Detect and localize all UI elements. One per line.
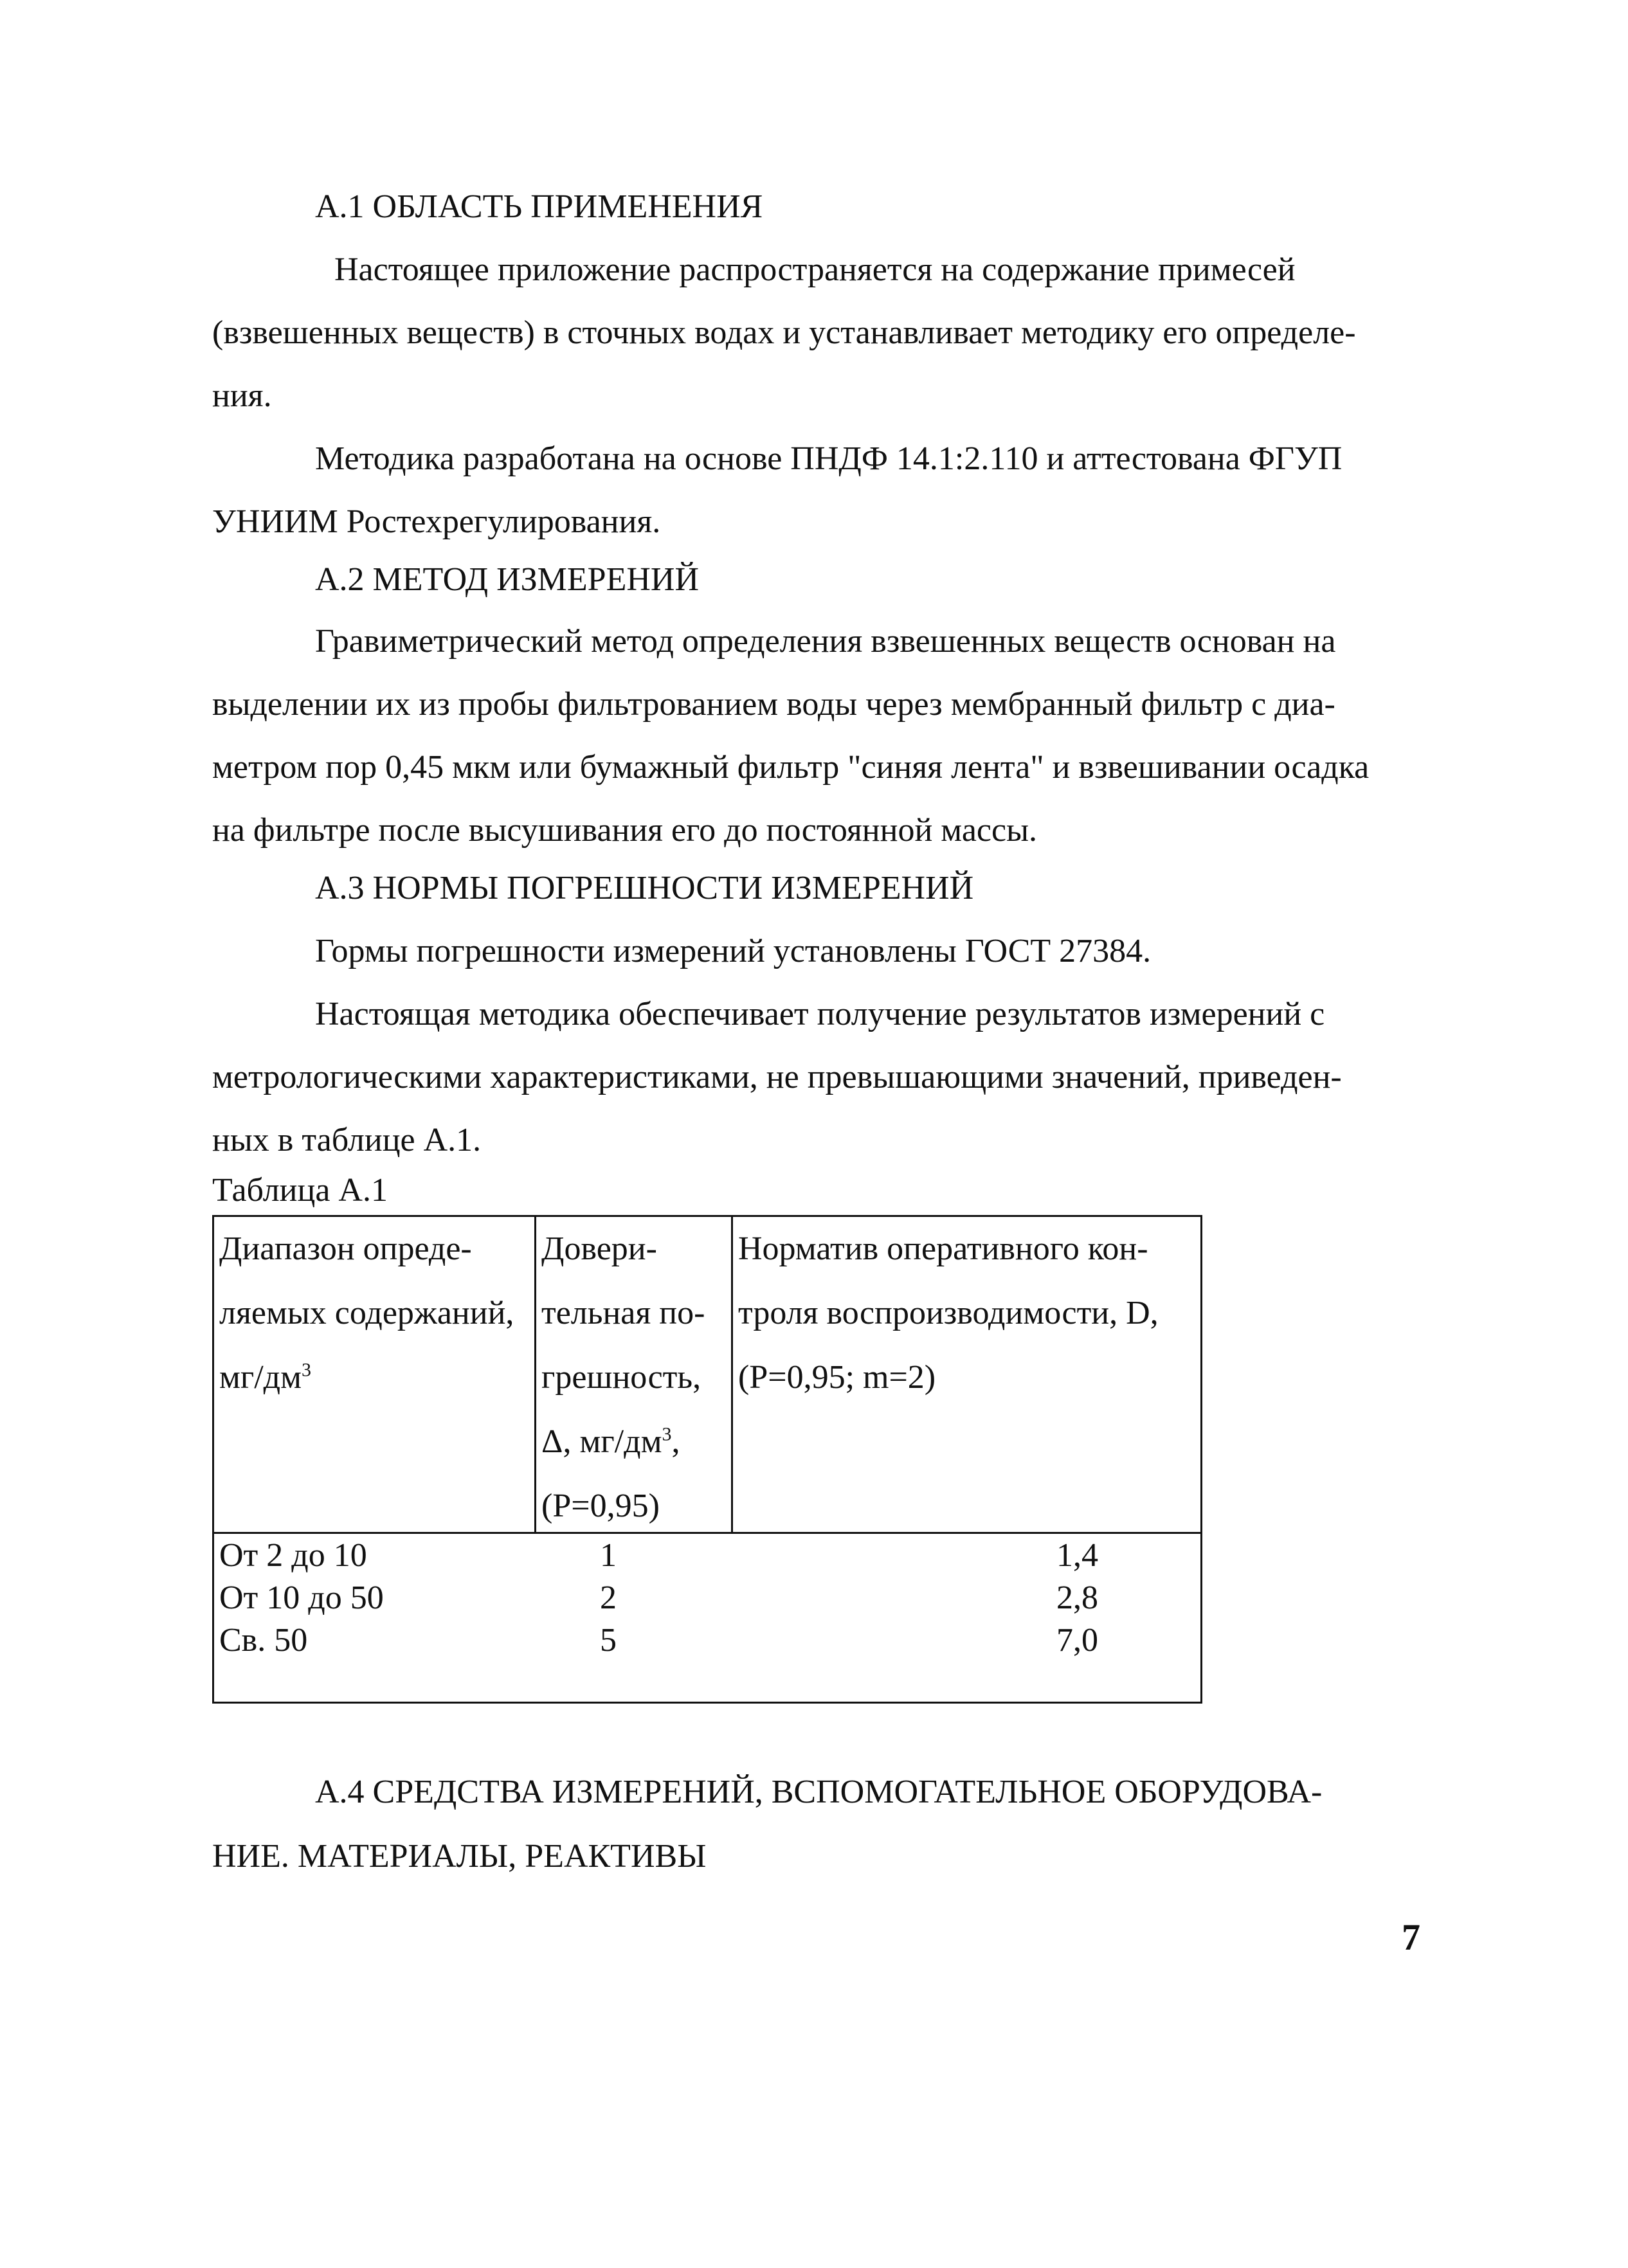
paragraph-line: Методика разработана на основе ПНДФ 14.1:2.110 и аттестована ФГУП: [315, 440, 1343, 477]
section-heading-a1: А.1 ОБЛАСТЬ ПРИМЕНЕНИЯ: [315, 188, 763, 225]
paragraph-line: метром пор 0,45 мкм или бумажный фильтр "синяя лента" и взвешивании осадка: [212, 749, 1370, 786]
table-body: [214, 1532, 1200, 1702]
paragraph-line: (взвешенных веществ) в сточных водах и устанавливает методику его определе-: [212, 314, 1356, 351]
cell-norm: 7,0: [1056, 1622, 1098, 1659]
table-caption: Таблица А.1: [212, 1172, 388, 1209]
cell-range: От 10 до 50: [219, 1580, 384, 1616]
header-cell-norm: Норматив оперативного кон- троля воспроизводимости, D, (Р=0,95; m=2): [731, 1217, 1202, 1532]
cell-range: От 2 до 10: [219, 1537, 367, 1574]
cell-error: 2: [600, 1580, 617, 1616]
paragraph-line: Настоящее приложение распространяется на содержание примесей: [334, 251, 1296, 288]
section-heading-a4-cont: НИЕ. МАТЕРИАЛЫ, РЕАКТИВЫ: [212, 1838, 707, 1875]
table-a1: [212, 1215, 1202, 1704]
section-heading-a3: А.3 НОРМЫ ПОГРЕШНОСТИ ИЗМЕРЕНИЙ: [315, 870, 974, 906]
section-heading-a2: А.2 МЕТОД ИЗМЕРЕНИЙ: [315, 561, 700, 598]
table-row: [214, 1534, 1200, 1577]
cell-error: 5: [600, 1622, 617, 1659]
section-heading-a4: А.4 СРЕДСТВА ИЗМЕРЕНИЙ, ВСПОМОГАТЕЛЬНОЕ ОБОРУДОВА-: [315, 1774, 1323, 1810]
paragraph-line: Гравиметрический метод определения взвешенных веществ основан на: [315, 623, 1336, 660]
cell-norm: 2,8: [1056, 1580, 1098, 1616]
paragraph-line: метрологическими характеристиками, не превышающими значений, приведен-: [212, 1059, 1342, 1095]
paragraph-line: ных в таблице А.1.: [212, 1122, 482, 1158]
paragraph-line: Гормы погрешности измерений установлены ГОСТ 27384.: [315, 933, 1152, 969]
paragraph-line: Настоящая методика обеспечивает получение результатов измерений с: [315, 996, 1325, 1032]
cell-range: Св. 50: [219, 1622, 308, 1659]
page-number: 7: [1402, 1916, 1420, 1958]
paragraph-line: на фильтре после высушивания его до постоянной массы.: [212, 812, 1038, 849]
header-cell-error: Довери- тельная по- грешность, Δ, $мг/дм^3$, (Р=0,95): [534, 1217, 733, 1532]
header-cell-range: Диапазон опреде- ляемых содержаний, $мг/дм^3$: [219, 1230, 514, 1396]
table-row: [214, 1577, 1200, 1619]
paragraph-line: выделении их из пробы фильтрованием воды через мембранный фильтр с диа-: [212, 686, 1335, 723]
cell-error: 1: [600, 1537, 617, 1574]
paragraph-line: ния.: [212, 377, 272, 414]
table-row: [214, 1619, 1200, 1662]
cell-norm: 1,4: [1056, 1537, 1098, 1574]
table-header: [214, 1217, 1200, 1534]
paragraph-line: УНИИМ Ростехрегулирования.: [212, 503, 661, 540]
